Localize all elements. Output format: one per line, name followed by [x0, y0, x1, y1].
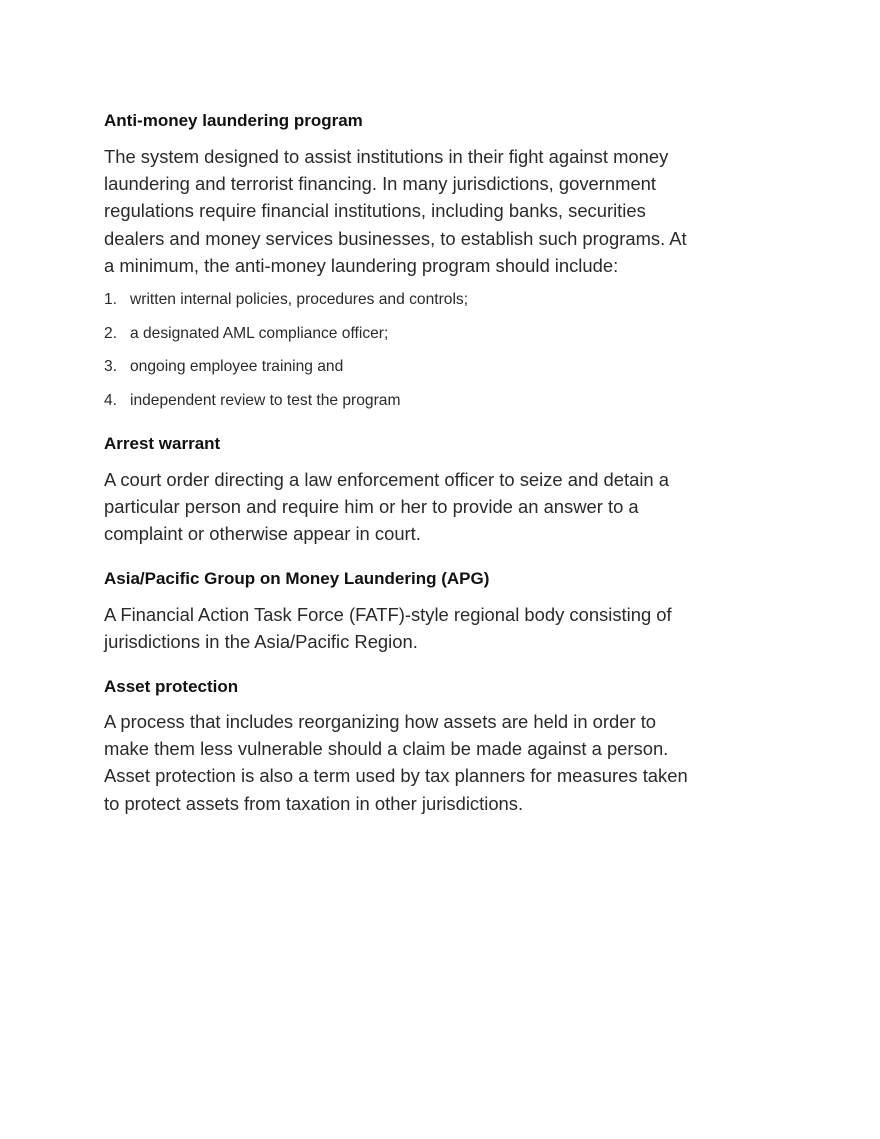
definition-line: A Financial Action Task Force (FATF)-style regional body consisting of — [104, 604, 672, 625]
list-text: independent review to test the program — [130, 392, 401, 409]
term-heading: Arrest warrant — [104, 434, 221, 453]
list-number: 1. — [104, 291, 118, 308]
list-text: written internal policies, procedures and controls; — [130, 291, 469, 308]
list-text: ongoing employee training and — [130, 358, 344, 375]
definition-line: laundering and terrorist financing. In many jurisdictions, government — [104, 173, 657, 195]
definition-line: make them less vulnerable should a claim be made against a person. — [104, 738, 669, 760]
term-definition — [104, 708, 688, 817]
list-number: 4. — [104, 392, 118, 409]
definition-line: A process that includes reorganizing how assets are held in order to — [104, 711, 657, 732]
list-item — [104, 290, 468, 310]
term-heading: Anti-money laundering program — [104, 111, 363, 130]
definition-line: dealers and money services businesses, to establish such programs. At — [104, 227, 687, 249]
term-definition — [104, 601, 672, 655]
definition-line: The system designed to assist institutions in their fight against money — [104, 146, 669, 167]
definition-line: jurisdictions in the Asia/Pacific Region. — [104, 631, 418, 653]
term-heading: Asia/Pacific Group on Money Laundering (APG) — [104, 569, 490, 588]
list-text: a designated AML compliance officer; — [130, 325, 389, 342]
list-number: 2. — [104, 325, 118, 342]
definition-line: regulations require financial institutions, including banks, securities — [104, 200, 646, 222]
definition-line: complaint or otherwise appear in court. — [104, 523, 421, 545]
definition-line: a minimum, the anti-money laundering program should include: — [104, 254, 619, 276]
term-heading: Asset protection — [104, 677, 239, 696]
definition-line: particular person and require him or her to provide an answer to a — [104, 496, 639, 518]
list-item — [104, 357, 343, 377]
term-definition — [104, 466, 669, 548]
definition-line: A court order directing a law enforcement officer to seize and detain a — [104, 469, 669, 490]
list-item — [104, 391, 400, 411]
list-number: 3. — [104, 358, 118, 375]
definition-line: to protect assets from taxation in other jurisdictions. — [104, 792, 524, 814]
term-definition — [104, 143, 687, 279]
list-item — [104, 324, 388, 344]
definition-line: Asset protection is also a term used by tax planners for measures taken — [104, 765, 688, 787]
